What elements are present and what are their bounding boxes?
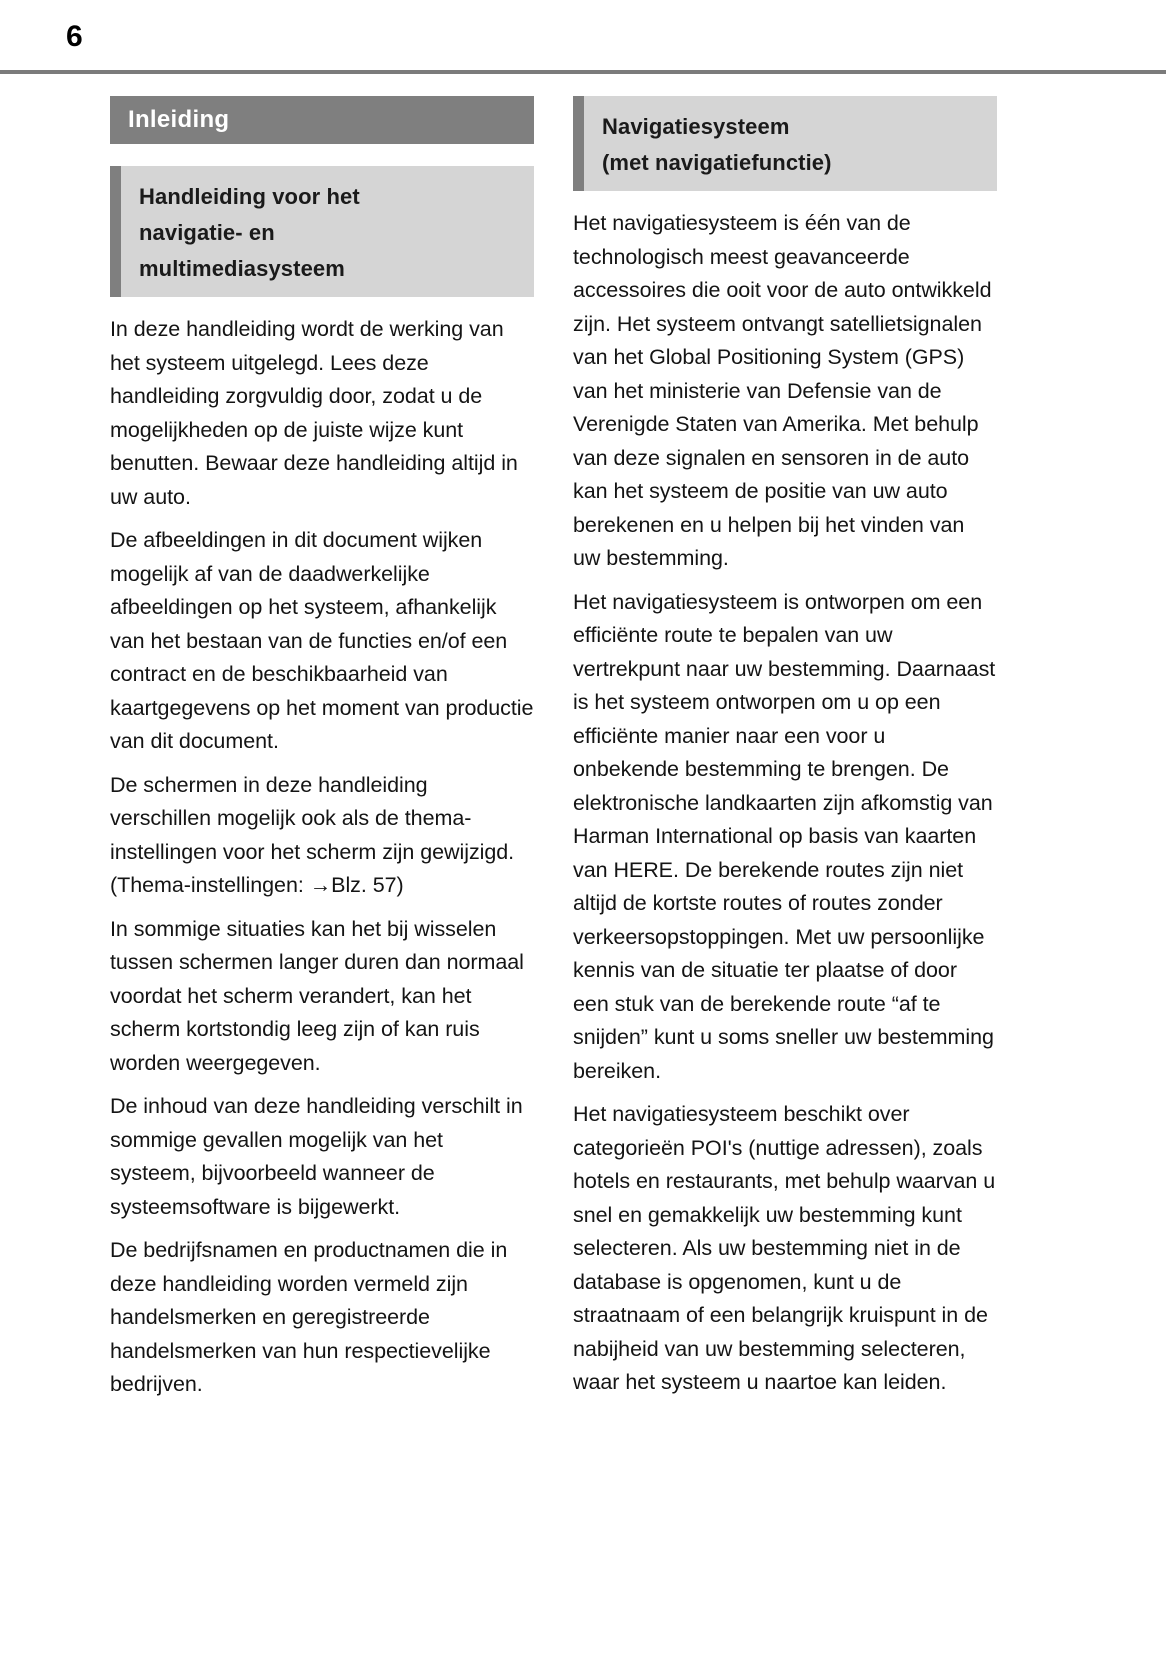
left-column xyxy=(110,96,534,1402)
body-paragraph: Het navigatiesysteem is ontworpen om een efficiënte route te bepalen van uw vertrekpunt naar uw bestemming. Daarnaast is het systeem ontworpen om u op een efficiënte manier naar een voor u onbekende bestemming te brengen. De elektronische landkaarten zijn afkomstig van Harman International op basis van kaarten van HERE. De berekende routes zijn niet altijd de kortste routes of routes zonder verkeersopstoppingen. Met uw persoonlijke kennis van de situatie ter plaatse of door een stuk van de berekende route “af te snijden” kunt u soms sneller uw bestemming bereiken. xyxy=(573,589,996,1083)
section-header-navigatiesysteem xyxy=(573,96,997,191)
body-paragraph: De schermen in deze handleiding verschillen mogelijk ook als de thema-instellingen voor het scherm zijn gewijzigd. (Thema-instellingen: →Blz. 57) xyxy=(110,772,515,897)
body-paragraph: In sommige situaties kan het bij wisselen tussen schermen langer duren dan normaal voordat het scherm verandert, kan het scherm kortstondig leeg zijn of kan ruis worden weergegeven. xyxy=(110,916,524,1075)
section-header-handleiding xyxy=(110,166,534,297)
section-title-line: Handleiding voor het xyxy=(139,184,360,209)
body-paragraph: In deze handleiding wordt de werking van het systeem uitgelegd. Lees deze handleiding zorgvuldig door, zodat u de mogelijkheden op de juiste wijze kunt benutten. Bewaar deze handleiding altijd in uw auto. xyxy=(110,317,518,509)
page-number: 6 xyxy=(66,20,83,53)
body-paragraph: De bedrijfsnamen en productnamen die in deze handleiding worden vermeld zijn handelsmerken en geregistreerde handelsmerken van hun respectievelijke bedrijven. xyxy=(110,1238,508,1396)
body-paragraph: Het navigatiesysteem is één van de technologisch meest geavanceerde accessoires die ooit voor de auto ontwikkeld zijn. Het systeem ontvangt satellietsignalen van het Global Positioning System (GPS) van het ministerie van Defensie van de Verenigde Staten van Amerika. Met behulp van deze signalen en sensoren in de auto kan het systeem de positie van uw auto berekenen en u helpen bij het vinden van uw bestemming. xyxy=(573,211,992,570)
chapter-banner-inleiding: Inleiding xyxy=(110,96,534,144)
header-divider xyxy=(0,70,1166,74)
section-title-line: (met navigatiefunctie) xyxy=(602,150,832,175)
right-column xyxy=(573,96,997,1402)
body-paragraph: De inhoud van deze handleiding verschilt in sommige gevallen mogelijk van het systeem, bijvoorbeeld wanneer de systeemsoftware is bijgewerkt. xyxy=(110,1094,523,1219)
two-column-layout xyxy=(0,96,1166,1402)
section-title-line: Navigatiesysteem xyxy=(602,114,790,139)
page-header xyxy=(0,0,1166,78)
section-title-line: multimediasysteem xyxy=(139,256,345,281)
section-title-line: navigatie- en xyxy=(139,220,275,245)
body-paragraph: De afbeeldingen in dit document wijken mogelijk af van de daadwerkelijke afbeeldingen op het systeem, afhankelijk van het bestaan van de functies en/of een contract en de beschikbaarheid van kaartgegevens op het moment van productie van dit document. xyxy=(110,528,534,753)
body-paragraph: Het navigatiesysteem beschikt over categorieën POI's (nuttige adressen), zoals hotels en restaurants, met behulp waarvan u snel en gemakkelijk uw bestemming kunt selecteren. Als uw bestemming niet in de database is opgenomen, kunt u de straatnaam of een belangrijk kruispunt in de nabijheid van uw bestemming selecteren, waar het systeem u naartoe kan leiden. xyxy=(573,1102,996,1394)
